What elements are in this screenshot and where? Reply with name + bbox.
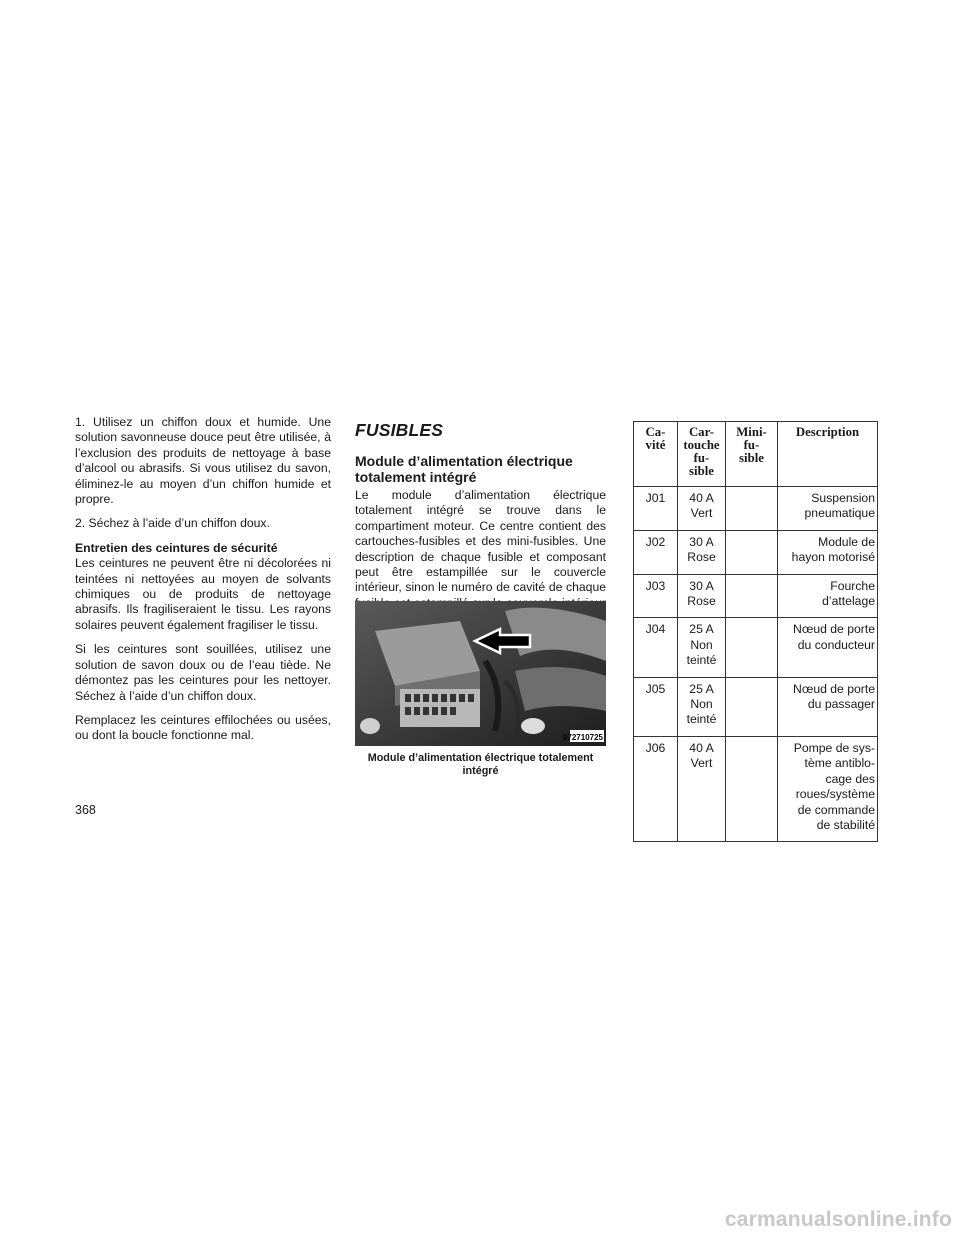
table-row	[634, 530, 878, 574]
cell-cavity: J06	[634, 736, 678, 841]
cell-mini	[726, 530, 778, 574]
fuse-table	[633, 421, 878, 842]
table-row	[634, 574, 878, 618]
seatbelt-care-heading: Entretien des ceintures de sécurité	[75, 540, 278, 555]
cell-description: Nœud de porte du conducteur	[778, 618, 878, 677]
paragraph-step-2: 2. Séchez à l’aide d’un chiffon doux.	[75, 516, 270, 531]
cell-cavity: J03	[634, 574, 678, 618]
cell-cartridge: 25 A Non teinté	[678, 677, 726, 736]
cell-cartridge: 40 A Vert	[678, 487, 726, 531]
header-description: Description	[778, 422, 878, 487]
header-cavity: Ca- vité	[634, 422, 678, 487]
cell-cartridge: 25 A Non teinté	[678, 618, 726, 677]
cell-description: Suspension pneumatique	[778, 487, 878, 531]
header-cartridge-fuse: Car- touche fu- sible	[678, 422, 726, 487]
footer-watermark-link[interactable]: carmanualsonline.info	[724, 1208, 952, 1231]
cell-mini	[726, 618, 778, 677]
paragraph-seatbelt-2: Si les ceintures sont souillées, utilisez une solution de savon doux ou de l’eau tiède. Ne démontez pas les ceintures pour les nettoyer. Séchez à l’aide d’un chiffon doux.	[75, 642, 331, 703]
power-module-heading: Module d’alimentation électrique totalement intégré	[355, 453, 573, 485]
paragraph-step-1: 1. Utilisez un chiffon doux et humide. Une solution savonneuse douce peut être utilisée, à l’exclusion des produits de nettoyage à base d’alcool ou abrasifs. Si vous utilisez du savon, éliminez-le au moyen d’un chiffon humide et propre.	[75, 415, 331, 507]
cell-description: Nœud de porte du passager	[778, 677, 878, 736]
table-row	[634, 736, 878, 841]
power-module-photo	[355, 601, 606, 746]
left-text-column	[75, 415, 331, 753]
page-number: 368	[75, 803, 96, 817]
section-heading-fuses: FUSIBLES	[355, 420, 444, 440]
middle-text-column	[355, 420, 606, 627]
table-row	[634, 618, 878, 677]
cell-cartridge: 30 A Rose	[678, 574, 726, 618]
cell-cavity: J05	[634, 677, 678, 736]
power-module-description: Le module d’alimentation électrique totalement intégré se trouve dans le compartiment moteur. Ce centre contient des cartouches-fusibles et des mini-fusibles. Une description de chaque fusible et composant peut être estampillée sur le couvercle intérieur, sinon le numéro de cavité de chaque	[355, 488, 606, 595]
cell-cartridge: 30 A Rose	[678, 530, 726, 574]
figure-caption: Module d’alimentation électrique totalement intégré	[367, 752, 594, 777]
header-mini-fuse: Mini- fu- sible	[726, 422, 778, 487]
cell-mini	[726, 677, 778, 736]
cell-description: Pompe de sys- tème antiblo- cage des roues/système de commande de stabilité	[778, 736, 878, 841]
paragraph-seatbelt-1: Les ceintures ne peuvent être ni décolorées ni teintées ni nettoyées au moyen de solvants chimiques ou de produits de nettoyage abrasifs. Ils fragiliseraient le tissu. Les rayons solaires peuvent également fragiliser le tissu.	[75, 556, 331, 632]
cell-description: Fourche d’attelage	[778, 574, 878, 618]
figure-code: 072710725	[562, 733, 603, 742]
cell-cavity: J01	[634, 487, 678, 531]
cell-mini	[726, 574, 778, 618]
cell-cartridge: 40 A Vert	[678, 736, 726, 841]
cell-description: Module de hayon motorisé	[778, 530, 878, 574]
cell-mini	[726, 736, 778, 841]
table-row	[634, 487, 878, 531]
cell-cavity: J02	[634, 530, 678, 574]
table-row	[634, 677, 878, 736]
cell-cavity: J04	[634, 618, 678, 677]
table-header-row	[634, 422, 878, 487]
paragraph-seatbelt-3: Remplacez les ceintures effilochées ou usées, ou dont la boucle fonctionne mal.	[75, 712, 331, 743]
cell-mini	[726, 487, 778, 531]
